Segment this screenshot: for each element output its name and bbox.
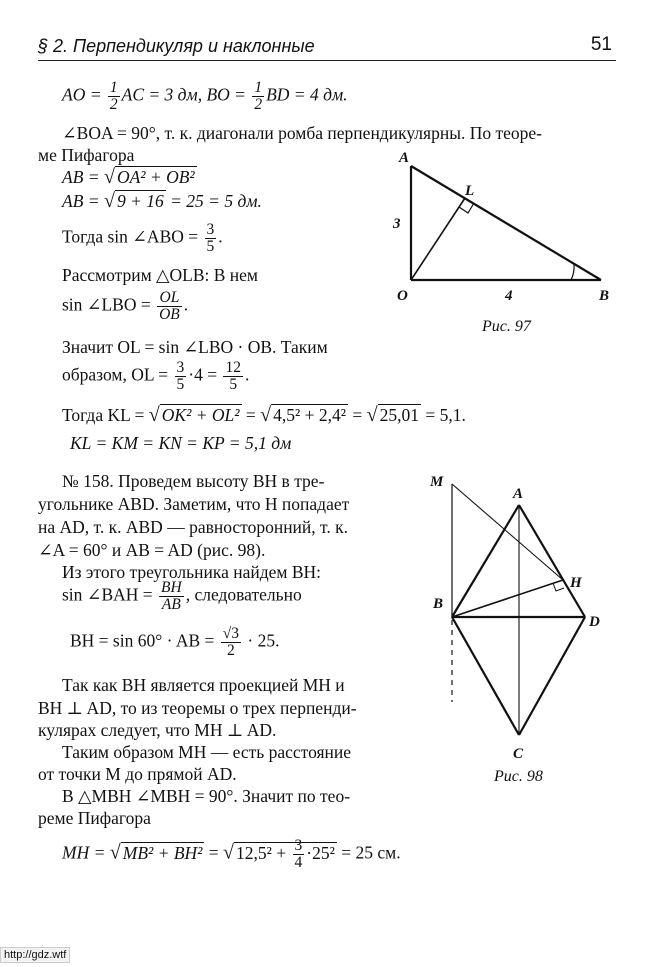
label-b: B (599, 288, 610, 304)
section-title: § 2. Перпендикуляр и наклонные (38, 36, 315, 56)
formula-line-10: образом, OL = $\frac{3}{5}$ ·4 = $\frac{12}{5}$ . (62, 359, 250, 393)
problem-158-line-10: кулярах следует, что MH ⊥ AD. (38, 720, 277, 740)
figure-97 (385, 150, 625, 310)
footer-url[interactable]: http://gdz.wtf (0, 947, 70, 963)
side-ad (519, 505, 585, 617)
label-side-4: 4 (505, 288, 513, 304)
text-line-3: ме Пифагора (38, 145, 135, 165)
problem-158-line-1: № 158. Проведем высоту BH в тре- (62, 471, 325, 491)
figure-97-caption: Рис. 97 (482, 318, 531, 335)
problem-158-line-15: MH = √ MB² + BH² = √ 12,5² + $\frac{3}{4}$ ·25² = 25 см. (62, 837, 401, 871)
label-d: D (589, 614, 600, 630)
page-header (38, 34, 616, 61)
side-dc (519, 617, 585, 735)
problem-158-line-13: В △MBH ∠MBH = 90°. Значит по тео- (62, 786, 351, 806)
label-h: H (570, 575, 582, 591)
formula-line-5: AB = √ 9 + 16 = 25 = 5 дм. (62, 190, 262, 212)
problem-158-line-4: ∠A = 60° и AB = AD (рис. 98). (38, 540, 266, 560)
label-o: O (397, 288, 408, 304)
problem-158-line-12: от точки M до прямой AD. (38, 764, 237, 784)
formula-line-8: sin ∠LBO = $\frac{OL}{OB}$ . (62, 289, 189, 323)
angle-b-arc (571, 264, 574, 280)
text-line-7: Рассмотрим △OLB: В нем (62, 265, 259, 285)
label-b: B (433, 596, 444, 612)
right-angle-h (553, 583, 564, 591)
label-a: A (513, 486, 524, 502)
problem-158-line-3: на AD, т. к. ABD — равносторонний, т. к. (38, 517, 349, 537)
label-m: M (430, 474, 444, 490)
formula-line-1: AO = $\frac{1}{2}$ AC = 3 дм, BO = $\frac{1}{2}$ BD = 4 дм. (62, 79, 348, 113)
problem-158-line-6: sin ∠BAH = $\frac{BH}{AB}$ , следовательно (62, 579, 302, 613)
segment-mh (452, 484, 563, 580)
height-bh (452, 580, 563, 617)
formula-line-12: KL = KM = KN = KP = 5,1 дм (70, 433, 292, 453)
text-line-9: Значит OL = sin ∠LBO · OB. Таким (62, 337, 328, 357)
figure-98 (425, 470, 615, 770)
side-cb (452, 617, 519, 735)
figure-98-caption: Рис. 98 (494, 768, 543, 785)
page-number: 51 (590, 34, 612, 55)
formula-line-11: Тогда KL = √ OK² + OL² = √ 4,5² + 2,4² = √ 25,01 = 5,1. (62, 404, 466, 426)
problem-158-line-2: угольнике ABD. Заметим, что H попадает (38, 494, 350, 514)
text-line-2: ∠BOA = 90°, т. к. диагонали ромба перпендикулярны. По теоре- (62, 123, 542, 143)
side-ab (411, 166, 601, 280)
problem-158-line-5: Из этого треугольника найдем BH: (62, 562, 322, 582)
formula-line-4: AB = √ OA² + OB² (62, 166, 195, 188)
problem-158-line-9: BH ⊥ AD, то из теоремы о трех перпенди- (38, 698, 357, 718)
label-a: A (399, 150, 410, 166)
problem-158-line-11: Таким образом MH — есть расстояние (62, 742, 352, 762)
segment-ol (411, 198, 465, 280)
side-ba (452, 505, 519, 617)
problem-158-line-8: Так как BH является проекцией MH и (62, 675, 345, 695)
label-side-3: 3 (393, 216, 401, 232)
label-l: L (465, 183, 475, 199)
label-c: C (513, 746, 524, 762)
problem-158-line-14: реме Пифагора (38, 808, 151, 828)
formula-line-6: Тогда sin ∠ABO = $\frac{3}{5}$ . (62, 221, 223, 255)
problem-158-line-7: BH = sin 60° · AB = $\frac{√3}{2}$ · 25. (70, 625, 280, 659)
